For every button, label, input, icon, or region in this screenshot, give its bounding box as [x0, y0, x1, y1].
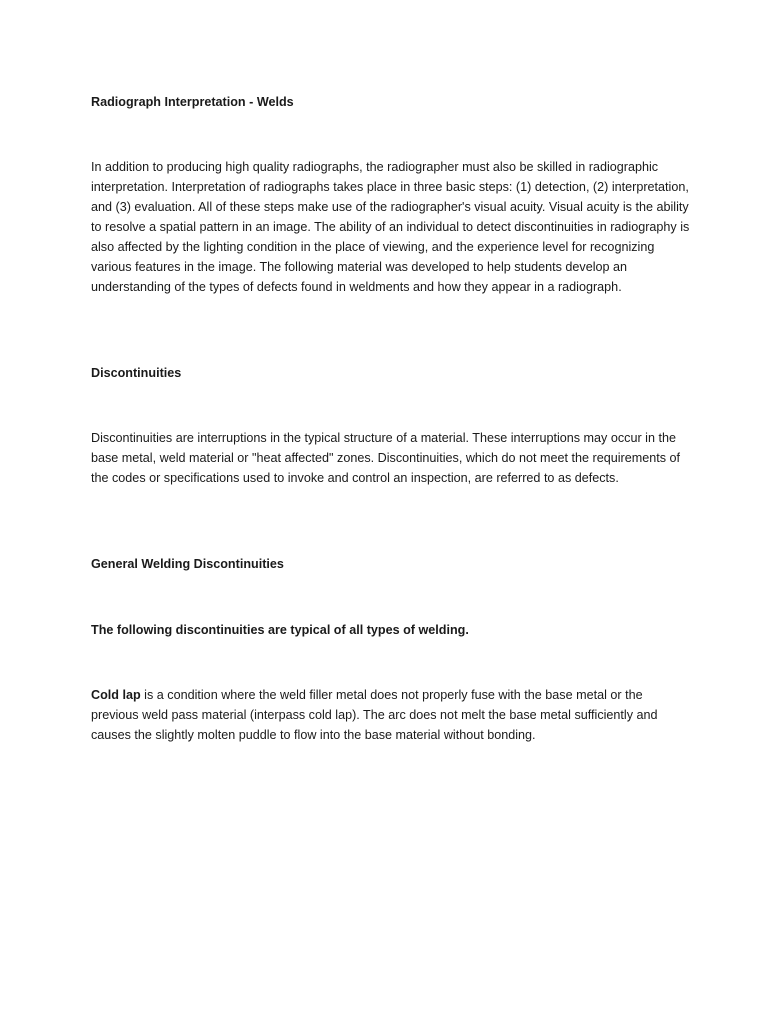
general-welding-heading: General Welding Discontinuities	[91, 557, 284, 571]
discontinuities-heading: Discontinuities	[91, 366, 182, 380]
intro-paragraph: In addition to producing high quality radiographs, the radiographer must also be skilled in radiographic interpretation. Interpretation of radiographs takes place in three basic steps: (1) detection, (2) interpretation, and (3) evaluation. All of these steps make use of the radiographer's visual acuity. Visual acuity is the ability to resolve a spatial pattern in an image. The ability of an individual to detect discontinuities in radiography is also affected by the lighting condition in the place of viewing, and the experience level for recognizing various features in the image. The following material was developed to help students develop an understanding of the types of defects found in weldments and how they appear in a radiograph.	[91, 160, 690, 294]
discontinuities-paragraph: Discontinuities are interruptions in the typical structure of a material. These interruptions may occur in the base metal, weld material or "heat affected" zones. Discontinuities, which do not meet the requirements of the codes or specifications used to invoke and control an inspection, are referred to as defects.	[91, 431, 681, 485]
cold-lap-paragraph	[91, 685, 691, 745]
page-title: Radiograph Interpretation - Welds	[91, 95, 294, 109]
general-welding-lead: The following discontinuities are typical of all types of welding.	[91, 623, 469, 637]
cold-lap-term: Cold lap	[91, 688, 141, 702]
cold-lap-description: is a condition where the weld filler metal does not properly fuse with the base metal or the previous weld pass material (interpass cold lap). The arc does not melt the base metal sufficiently and causes the slightly molten puddle to flow into the base material without bonding.	[91, 688, 658, 742]
